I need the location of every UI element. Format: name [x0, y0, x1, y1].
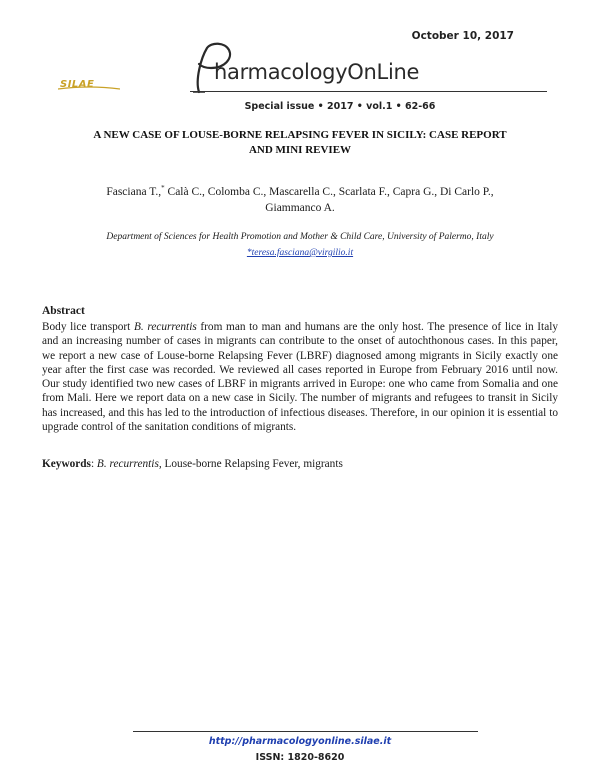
abstract-heading: Abstract [42, 305, 85, 317]
silae-logo: SILAE [60, 79, 95, 90]
abstract-text-rest: from man to man and humans are the only host. The presence of lice in Italy and an increasing number of cases in migrants can contribute to the onset of autochthonous cases. In this paper, we report a new case of Louse-borne Relapsing Fever (LBRF) diagnosed among migrants in Sicily exactly one year after the first case was recorded. We reviewed all cases reported in Europe from February 2016 until now. Our study identified two new cases of LBRF in migrants arrived in Europe: one who came from Somalia and one from Mali. Here we report data on a new case in Sicily. The number of migrants and refugees to transit in Sicily has increased, and this has led to the introduction of infectious diseases. Therefore, in our opinion it is essential to upgrade control of the sanitation conditions of migrants. [42, 321, 558, 434]
abstract-body [42, 320, 558, 434]
keywords-label: Keywords [42, 458, 91, 470]
corresponding-email-link[interactable]: *teresa.fasciana@virgilio.it [246, 248, 354, 258]
issue-line [0, 101, 600, 112]
keyword-species: B. recurrentis, [96, 458, 162, 470]
journal-url-link[interactable]: http://pharmacologyonline.silae.it [208, 736, 392, 747]
keywords-colon: : [90, 458, 97, 470]
keywords-line [42, 458, 343, 470]
author-list [70, 180, 530, 216]
article-title-line-2: AND MINI REVIEW [248, 144, 352, 156]
affiliation: Department of Sciences for Health Promotion and Mother & Child Care, University of Palermo, Italy [106, 232, 494, 242]
issue-line-text: Special issue • 2017 • vol.1 • 62-66 [244, 101, 436, 112]
footer-rule [133, 731, 478, 732]
article-title [60, 128, 540, 158]
co-authors: Calà C., Colomba C., Mascarella C., Scarlata F., Capra G., Di Carlo P., [164, 185, 494, 198]
first-author: Fasciana T., [106, 185, 162, 198]
abstract-species-name: B. recurrentis [133, 321, 197, 333]
corresponding-marker: * [161, 184, 165, 192]
abstract-text-start: Body lice transport [42, 321, 134, 333]
author-line-1 [70, 180, 530, 200]
author-line-2: Giammanco A. [265, 201, 335, 214]
silae-swoosh-graphic [58, 86, 120, 90]
header-rule [190, 91, 547, 92]
issn: ISSN: 1820-8620 [255, 752, 345, 763]
article-title-line-1: A NEW CASE OF LOUSE-BORNE RELAPSING FEVER IN SICILY: CASE REPORT [93, 129, 507, 141]
journal-name: harmacologyOnLine [214, 60, 420, 84]
publication-date: October 10, 2017 [411, 30, 514, 42]
keywords-rest: Louse-borne Relapsing Fever, migrants [161, 458, 343, 470]
